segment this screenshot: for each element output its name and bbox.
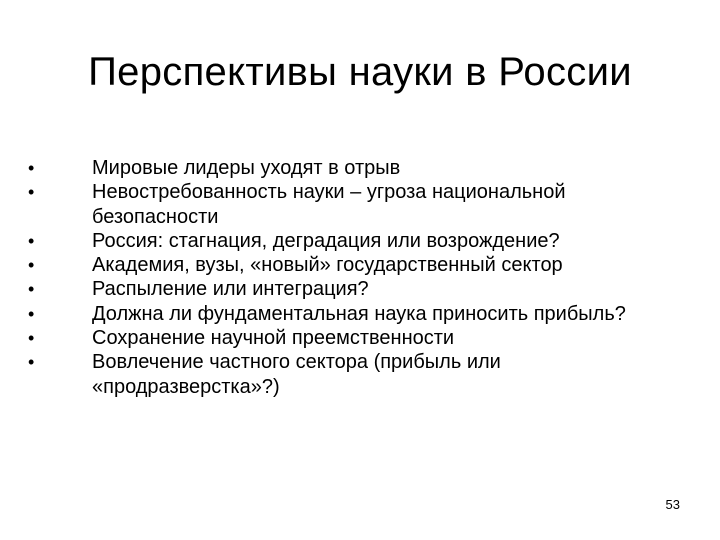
- bullet-icon: •: [28, 279, 35, 300]
- bullet-text: Вовлечение частного сектора (прибыль или «продразверстка»?): [92, 351, 501, 398]
- bullet-item: [28, 277, 688, 301]
- bullet-text: Мировые лидеры уходят в отрыв: [92, 157, 401, 179]
- bullet-icon: •: [28, 255, 35, 276]
- bullet-icon: •: [28, 182, 35, 203]
- bullet-item: [28, 180, 688, 229]
- bullet-text: Сохранение научной преемственности: [92, 327, 455, 350]
- bullet-text: Должна ли фундаментальная наука приносить прибыль?: [92, 302, 626, 325]
- bullet-item: [28, 302, 688, 326]
- bullet-item: [28, 253, 688, 277]
- slide-title: Перспективы науки в России: [88, 50, 632, 94]
- bullet-text: Россия: стагнация, деградация или возрождение?: [92, 229, 560, 252]
- bullet-icon: •: [28, 158, 35, 178]
- bullet-item: [28, 326, 688, 350]
- bullet-icon: •: [28, 303, 35, 324]
- page-number: 53: [665, 497, 680, 512]
- bullet-icon: •: [28, 328, 35, 349]
- bullet-list: [28, 156, 688, 399]
- bullet-text: Невостребованность науки – угроза национальной безопасности: [92, 181, 566, 228]
- bullet-item: [28, 229, 688, 253]
- bullet-item: [28, 350, 688, 399]
- bullet-item: [28, 156, 688, 180]
- bullet-text: Распыление или интеграция?: [92, 278, 369, 301]
- bullet-text: Академия, вузы, «новый» государственный сектор: [92, 254, 563, 277]
- bullet-icon: •: [28, 230, 35, 251]
- bullet-icon: •: [28, 352, 35, 373]
